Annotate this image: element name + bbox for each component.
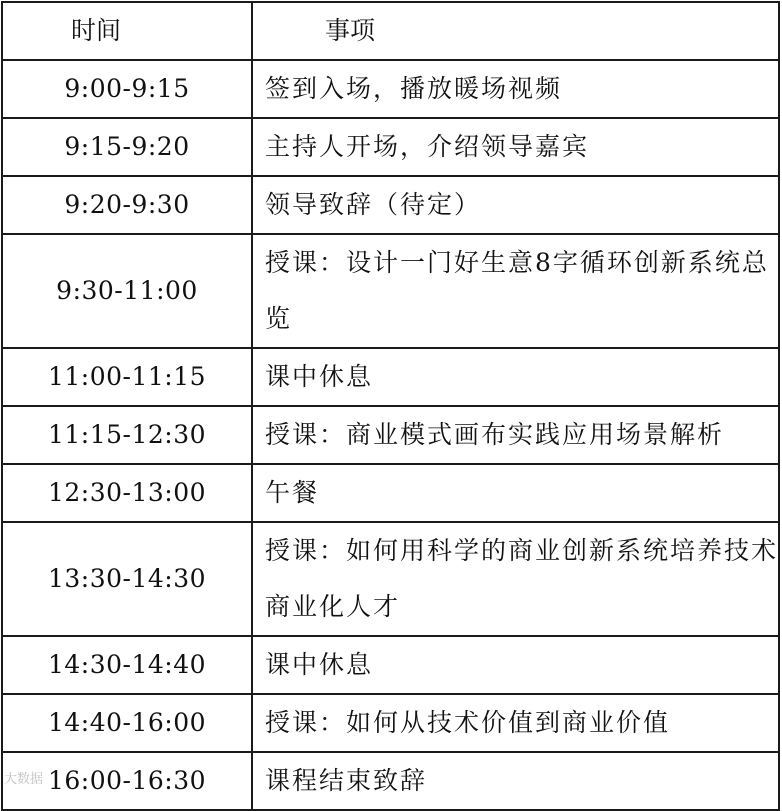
item-cell: 课中休息 [252,348,779,406]
time-cell: 12:30-13:00 [2,464,252,522]
table-row [2,234,779,348]
time-column-header: 时间 [2,2,252,60]
item-cell: 主持人开场，介绍领导嘉宾 [252,118,779,176]
item-column-header: 事项 [252,2,779,60]
table-row [2,348,779,406]
header-row [2,2,779,60]
table-row [2,522,779,636]
item-cell: 午餐 [252,464,779,522]
time-cell: 16:00-16:30 [2,752,252,810]
table-row [2,636,779,694]
time-cell: 11:15-12:30 [2,406,252,464]
table-row [2,752,779,810]
item-cell: 领导致辞（待定） [252,176,779,234]
time-cell: 9:20-9:30 [2,176,252,234]
table-row [2,60,779,118]
time-cell: 9:30-11:00 [2,234,252,348]
watermark: 大数据 [4,772,44,787]
schedule-table [1,1,780,811]
time-cell: 13:30-14:30 [2,522,252,636]
time-cell: 14:30-14:40 [2,636,252,694]
time-cell: 9:00-9:15 [2,60,252,118]
item-cell: 授课：商业模式画布实践应用场景解析 [252,406,779,464]
item-cell: 课中休息 [252,636,779,694]
table-row [2,694,779,752]
table-row [2,406,779,464]
table-row [2,176,779,234]
time-cell: 14:40-16:00 [2,694,252,752]
time-cell: 11:00-11:15 [2,348,252,406]
time-cell: 9:15-9:20 [2,118,252,176]
item-cell: 签到入场，播放暖场视频 [252,60,779,118]
item-cell: 课程结束致辞 [252,752,779,810]
table-row [2,118,779,176]
item-cell: 授课：如何用科学的商业创新系统培养技术商业化人才 [252,522,779,636]
item-cell: 授课：设计一门好生意8字循环创新系统总览 [252,234,779,348]
item-cell: 授课：如何从技术价值到商业价值 [252,694,779,752]
table-row [2,464,779,522]
